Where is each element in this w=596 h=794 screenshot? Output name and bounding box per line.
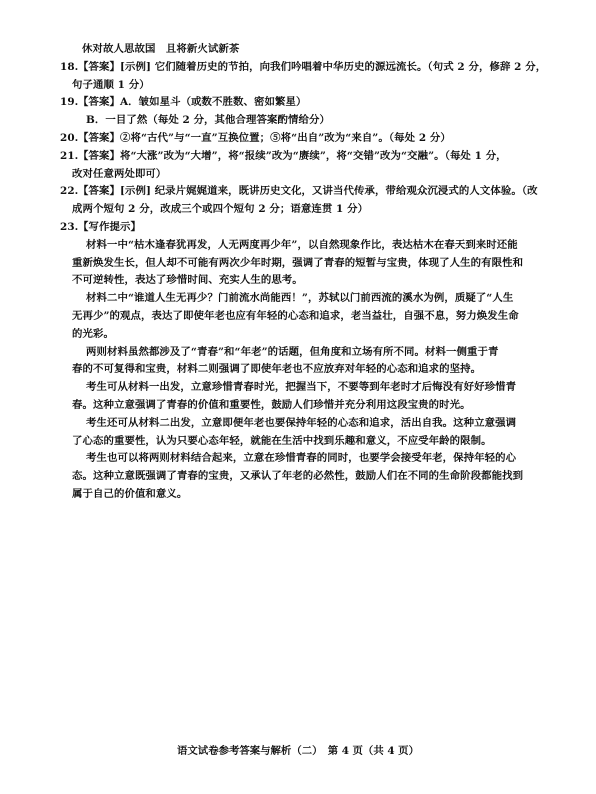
line-text: 无再少”的观点，表达了即使年老也应有年轻的心态和追求，老当益壮，自强不息，努力焕发生命 — [72, 309, 519, 322]
text-line — [60, 415, 546, 433]
text-line — [60, 379, 546, 397]
text-line — [60, 486, 546, 504]
line-text: 考生可从材料一出发，立意珍惜青春时光，把握当下，不要等到年老时才后悔没有好好珍惜青 — [86, 381, 517, 394]
line-text: 【答案】A．皱如星斗（或数不胜数、密如繁星） — [78, 96, 307, 109]
answer-key-body — [60, 41, 546, 504]
item-number: 18. — [60, 60, 79, 73]
text-line — [60, 433, 546, 451]
line-text: 重新焕发生长，但人却不可能有两次少年时期，强调了青春的短暂与宝贵，体现了人生的有限性和 — [72, 256, 524, 269]
line-text: 成两个短句 2 分，改成三个或四个短句 2 分；语意连贯 1 分） — [72, 203, 369, 216]
text-line — [60, 272, 546, 290]
line-text: 春。这种立意强调了青春的价值和重要性，鼓励人们珍惜并充分利用这段宝贵的时光。 — [72, 398, 471, 411]
text-line — [60, 397, 546, 415]
text-line — [60, 450, 546, 468]
line-text: 【写作提示】 — [78, 220, 141, 233]
text-line — [60, 344, 546, 362]
text-line — [60, 326, 546, 344]
line-text: 春的不可复得和宝贵，材料二则强调了即使年老也不应放弃对年轻的心态和追求的坚持。 — [72, 363, 482, 376]
answer-item-line — [60, 219, 546, 237]
text-line — [60, 166, 546, 184]
text-line — [60, 77, 546, 95]
text-line — [60, 290, 546, 308]
line-text: 【答案】[示例] 它们随着历史的节拍，向我们吟唱着中华历史的源远流长。（句式 2 分，修辞 2 分， — [78, 60, 546, 73]
page-footer: 语文试卷参考答案与解析（二） 第 4 页（共 4 页） — [177, 745, 419, 757]
line-text: B．一目了然（每处 2 分，其他合理答案酌情给分） — [86, 114, 330, 127]
line-text: 考生还可从材料二出发，立意即便年老也要保持年轻的心态和追求，活出自我。这种立意强调 — [86, 416, 517, 429]
line-text: 改对任意两处即可） — [72, 167, 167, 180]
item-number: 20. — [60, 131, 79, 144]
text-line — [60, 112, 546, 130]
line-text: 句子通顺 1 分） — [72, 78, 150, 91]
line-text: 态。这种立意既强调了青春的宝贵，又承认了年老的必然性，鼓励人们在不同的生命阶段都能找到 — [72, 470, 524, 483]
line-text: 考生也可以将两则材料结合起来，立意在珍惜青春的同时，也要学会接受年老，保持年轻的心 — [86, 452, 517, 465]
line-text: 休对故人思故国 且将新火试新茶 — [82, 43, 240, 55]
text-line — [60, 201, 546, 219]
item-number: 23. — [60, 220, 79, 233]
answer-item-line — [60, 183, 546, 201]
item-number: 22. — [60, 185, 79, 198]
text-line — [60, 255, 546, 273]
line-text: 的光彩。 — [72, 327, 114, 340]
answer-item-line — [60, 59, 546, 77]
line-text: 两则材料虽然都涉及了“青春”和“年老”的话题，但角度和立场有所不同。材料一侧重于青 — [86, 345, 499, 358]
answer-item-line — [60, 148, 546, 166]
text-line — [60, 468, 546, 486]
answer-item-line — [60, 94, 546, 112]
item-number: 21. — [60, 149, 79, 162]
answer-item-line — [60, 130, 546, 148]
line-text: 不可逆转性，表达了珍惜时间、充实人生的思考。 — [72, 274, 303, 287]
text-line — [60, 361, 546, 379]
line-text: 材料一中“枯木逢春犹再发，人无两度再少年”，以自然现象作比，表达枯木在春天到来时还能 — [86, 238, 518, 251]
line-text: 材料二中“谁道人生无再少？门前流水尚能西！”，苏轼以门前西流的溪水为例，质疑了“人生 — [86, 292, 514, 305]
line-text: 属于自己的价值和意义。 — [72, 487, 188, 500]
item-number: 19. — [60, 96, 79, 109]
text-line — [60, 41, 546, 59]
line-text: 【答案】②将“古代”与“一直”互换位置；⑤将“出自”改为“来自”。（每处 2 分） — [78, 131, 451, 144]
text-line — [60, 308, 546, 326]
line-text: 【答案】将“大涨”改为“大增”，将“报续”改为“赓续”，将“交错”改为“交融”。（每处 1 分， — [78, 149, 507, 162]
line-text: 【答案】[示例] 纪录片娓娓道来，既讲历史文化，又讲当代传承，带给观众沉浸式的人文体验。（改 — [78, 185, 538, 198]
text-line — [60, 237, 546, 255]
line-text: 了心态的重要性，认为只要心态年轻，就能在生活中找到乐趣和意义，不应受年龄的限制。 — [72, 434, 492, 447]
